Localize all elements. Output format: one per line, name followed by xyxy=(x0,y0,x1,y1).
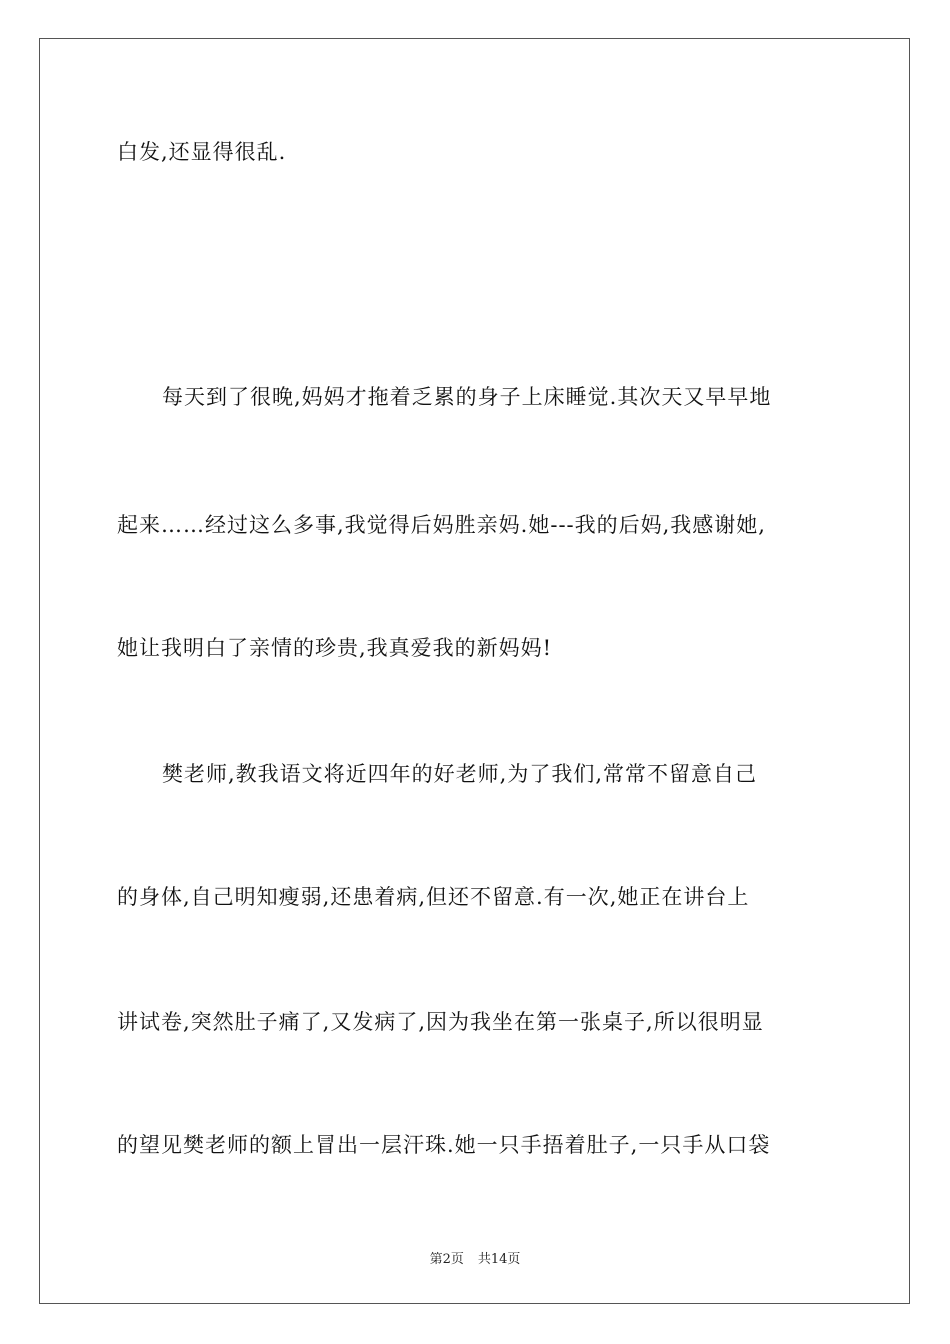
text-line-1: 白发,还显得很乱. xyxy=(117,140,287,164)
page-frame xyxy=(39,38,910,1304)
text-line-8: 的望见樊老师的额上冒出一层汗珠.她一只手捂着肚子,一只手从口袋 xyxy=(117,1133,771,1157)
page-total: 共14页 xyxy=(477,1252,521,1267)
page-number: 第2页 xyxy=(429,1252,464,1267)
text-line-6: 的身体,自己明知瘦弱,还患着病,但还不留意.有一次,她正在讲台上 xyxy=(117,885,750,909)
text-line-7: 讲试卷,突然肚子痛了,又发病了,因为我坐在第一张桌子,所以很明显 xyxy=(117,1010,764,1034)
text-line-5: 樊老师,教我语文将近四年的好老师,为了我们,常常不留意自己 xyxy=(162,762,758,786)
text-line-3: 起来……经过这么多事,我觉得后妈胜亲妈.她---我的后妈,我感谢她, xyxy=(117,513,766,537)
text-line-4: 她让我明白了亲情的珍贵,我真爱我的新妈妈! xyxy=(117,636,553,660)
text-line-2: 每天到了很晚,妈妈才拖着乏累的身子上床睡觉.其次天又早早地 xyxy=(162,385,772,409)
page-footer xyxy=(0,1248,950,1267)
